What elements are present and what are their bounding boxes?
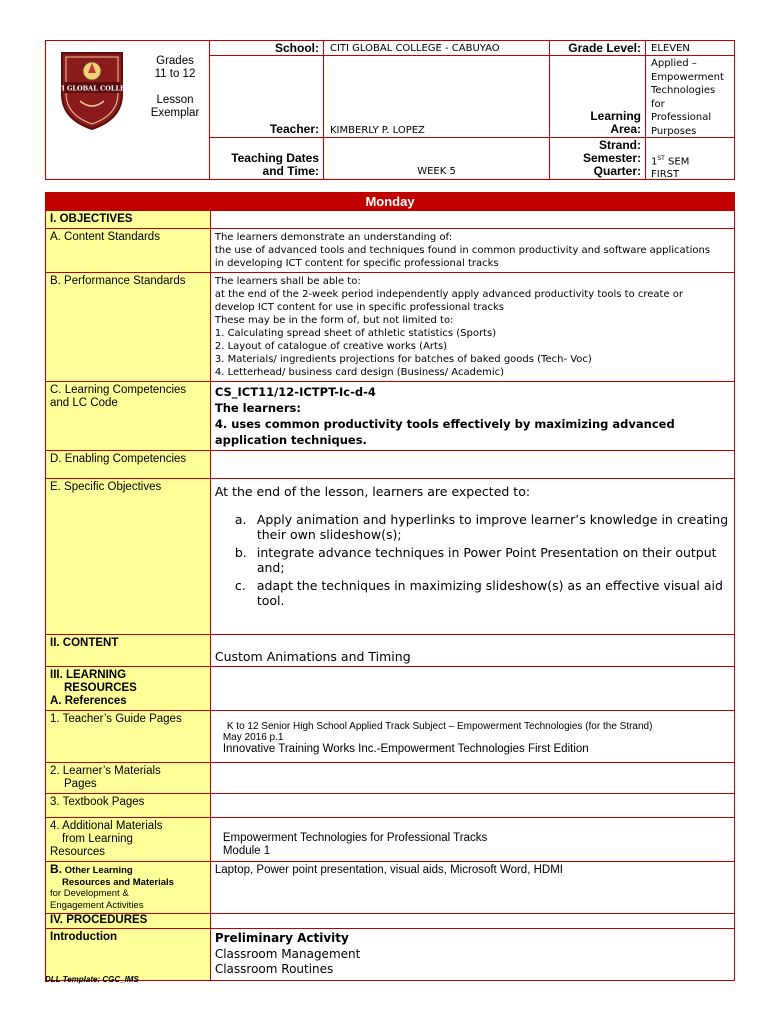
specific-objectives-label: E. Specific Objectives — [46, 479, 211, 635]
school-label: School: — [275, 41, 319, 55]
content-section: II. CONTENT — [46, 635, 211, 667]
dates-label: Teaching Dates — [231, 151, 319, 165]
dates-label-2: and Time: — [262, 164, 319, 178]
school-value: CITI GLOBAL COLLEGE - CABUYAO — [330, 43, 500, 54]
lc-value: CS_ICT11/12-ICTPT-Ic-d-4 The learners: 4. uses common productivity tools effectively by maximizing advanced application techniques. — [210, 382, 734, 451]
lc-label: C. Learning Competencies and LC Code — [46, 382, 211, 451]
dates-value: WEEK 5 — [417, 166, 456, 177]
resources-section: III. LEARNING RESOURCES A. References — [46, 667, 211, 711]
textbook-label: 3. Textbook Pages — [46, 794, 211, 818]
performance-standards-label: B. Performance Standards — [46, 273, 211, 382]
quarter-label: Quarter: — [593, 164, 641, 178]
semester-label: Semester: — [582, 151, 641, 165]
objectives-section: I. OBJECTIVES — [46, 211, 211, 229]
performance-standards-value: The learners shall be able to: at the end of the 2-week period independently apply advanced productivity tools to create or develop ICT content for use in specific professional tracks These may be in the form of, but not limited to: 1. Calculating spread sheet of athletic statistics (Sports) 2. Layout of catalogue of creative works (Arts) 3. Materials/ ingredients projections for batches of baked goods (Tech- Voc) 4. Letterhead/ business card design (Business/ Academic) — [210, 273, 734, 382]
footer-template-label: DLL Template: CGC_IMS — [45, 975, 139, 984]
grade-level-value: ELEVEN — [651, 43, 690, 54]
learners-materials-label: 2. Learner’s Materials Pages — [46, 763, 211, 794]
teachers-guide-value: K to 12 Senior High School Applied Track Subject – Empowerment Technologies (for the Strand) May 2016 p.1 Innovative Training Works Inc.-Empowerment Technologies First Edition — [210, 711, 734, 763]
lesson-label: Lesson — [156, 94, 194, 106]
enabling-label: D. Enabling Competencies — [46, 451, 211, 479]
grades-range: 11 to 12 — [154, 68, 196, 80]
exemplar-label: Exemplar — [150, 107, 200, 119]
grades-label: Grades — [156, 55, 194, 67]
learning-area-label-2: Area: — [610, 122, 641, 136]
svg-text:CITI GLOBAL COLLEGE: CITI GLOBAL COLLEGE — [52, 84, 132, 93]
strand-label: Strand: — [599, 138, 641, 152]
school-logo — [52, 49, 132, 131]
content-standards-value: The learners demonstrate an understanding of: the use of advanced tools and techniques found in common productivity and software applications in developing ICT content for specific professional tracks — [210, 229, 734, 273]
main-table — [45, 192, 735, 981]
additional-materials-value: Empowerment Technologies for Professional Tracks Module 1 — [210, 818, 734, 862]
teacher-label: Teacher: — [269, 122, 319, 136]
quarter-value: FIRST — [651, 169, 680, 181]
introduction-value: Preliminary Activity Classroom Management Classroom Routines — [210, 929, 734, 981]
specific-objectives-value: At the end of the lesson, learners are expected to: a. Apply animation and hyperlinks to improve learner’s knowledge in creating their own slideshow(s); b. integrate advance techniques in Power Point Presentation on their output and; c. adapt the techniques in maximizing slideshow(s) as an effective visual aid tool. — [210, 479, 734, 635]
day-header: Monday — [46, 193, 735, 211]
learning-area-value: Applied – Empowerment Technologies for Professional Purposes — [651, 58, 724, 137]
grade-level-label: Grade Level: — [568, 41, 641, 55]
additional-materials-label: 4. Additional Materials from Learning Resources — [46, 818, 211, 862]
teacher-value: KIMBERLY P. LOPEZ — [330, 125, 425, 136]
content-value: Custom Animations and Timing — [210, 635, 734, 667]
semester-value: 1ST SEM — [651, 155, 690, 168]
header-table — [45, 40, 735, 180]
objective-item: a. Apply animation and hyperlinks to improve learner’s knowledge in creating their own slideshow(s); — [234, 511, 729, 542]
content-standards-label: A. Content Standards — [46, 229, 211, 273]
objective-item: c. adapt the techniques in maximizing slideshow(s) as an effective visual aid tool. — [234, 577, 723, 608]
teachers-guide-label: 1. Teacher’s Guide Pages — [46, 711, 211, 763]
introduction-label: Introduction — [46, 929, 211, 981]
other-resources-value: Laptop, Power point presentation, visual aids, Microsoft Word, HDMI — [210, 862, 734, 914]
objective-item: b. integrate advance techniques in Power Point Presentation on their output and; — [234, 544, 717, 575]
procedures-section: IV. PROCEDURES — [46, 914, 211, 929]
learning-area-label: Learning — [590, 109, 641, 123]
other-resources-label: B. Other Learning Resources and Materials for Development & Engagement Activities — [46, 862, 211, 914]
